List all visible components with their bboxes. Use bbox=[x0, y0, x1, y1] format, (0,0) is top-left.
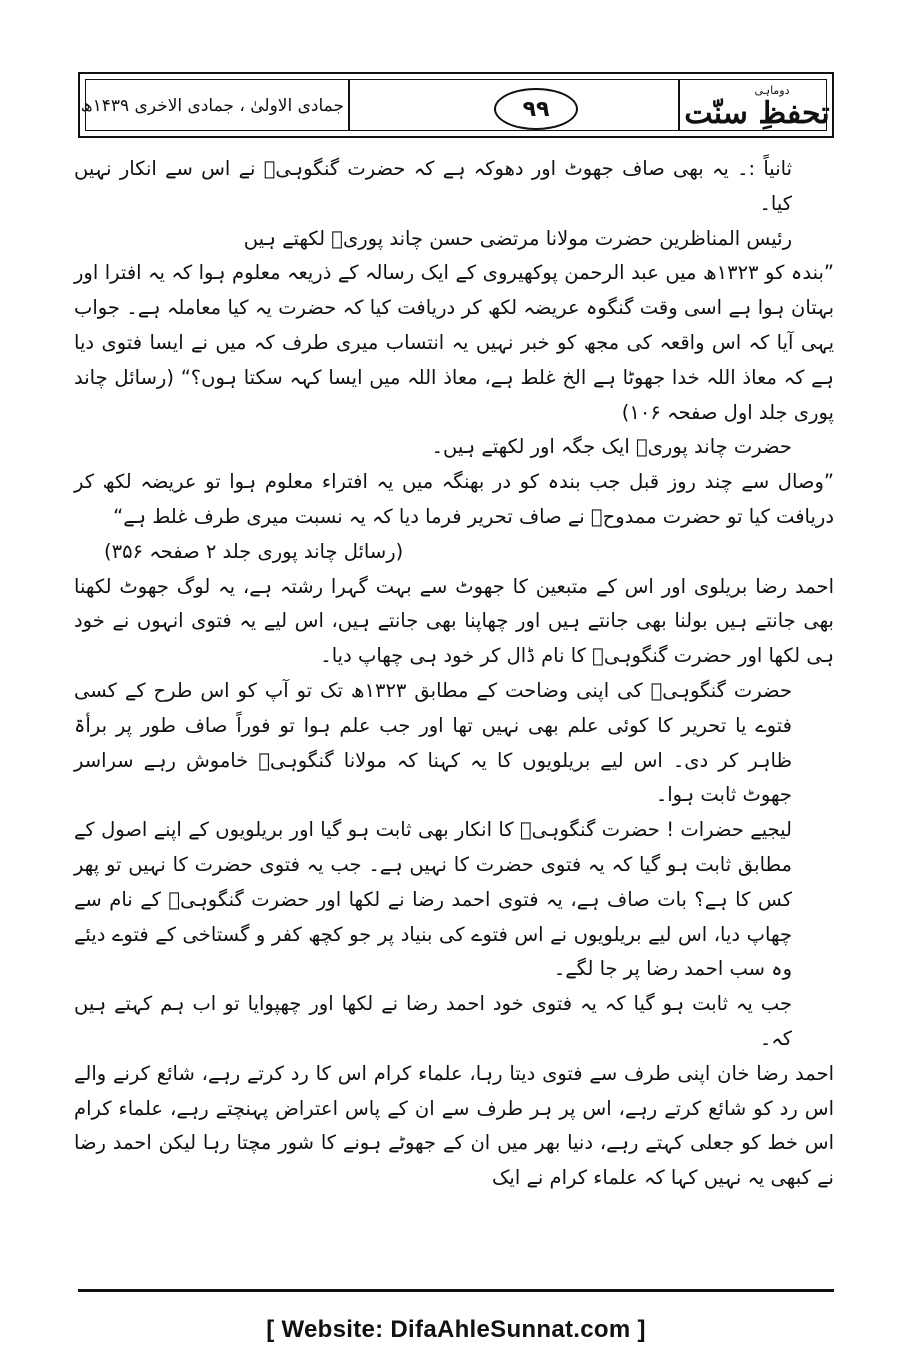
article-body bbox=[74, 152, 834, 1196]
paragraph-4: احمد رضا بریلوی اور اس کے متبعین کا جھوٹ سے بہت گہرا رشتہ ہے، یہ لوگ جھوٹ لکھنا بھی جانتے ہیں بولنا بھی جانتے ہیں اور چھاپنا بھی جانتے ہیں، اس لیے یہ فتوی انہوں نے خود ہی لکھا اور حضرت گنگوہیؒ کا نام ڈال کر خود ہی چھاپ دیا۔ bbox=[74, 574, 834, 668]
header-divider-left bbox=[348, 80, 350, 130]
page-number-badge bbox=[494, 88, 578, 130]
header-inner-border bbox=[80, 79, 830, 131]
paragraph-7: جب یہ ثابت ہو گیا کہ یہ فتوی خود احمد رضا نے لکھا اور چھپوایا تو اب ہم کہتے ہیں کہ۔ bbox=[74, 992, 792, 1050]
paragraph-1: ثانیاً :۔ یہ بھی صاف جھوٹ اور دھوکہ ہے کہ حضرت گنگوہیؒ نے اس سے انکار نہیں کیا۔ bbox=[74, 157, 792, 215]
header-divider-right bbox=[678, 80, 680, 130]
website-footer: [ Website: DifaAhleSunnat.com ] bbox=[266, 1316, 646, 1343]
footer-rule bbox=[78, 1289, 834, 1292]
paragraph-3: حضرت چاند پوریؒ ایک جگہ اور لکھتے ہیں۔ bbox=[431, 435, 792, 459]
quote-2: ”وصال سے چند روز قبل جب بندہ کو در بھنگہ میں یہ افتراء معلوم ہوا تو عریضہ لکھ کر دریافت کیا تو حضرت ممدوحؒ نے صاف تحریر فرما دیا کہ یہ نسبت میری طرف غلط ہے“ bbox=[74, 470, 834, 528]
magazine-subtitle: دوماہی bbox=[754, 84, 790, 97]
issue-date: جمادی الاولیٰ ، جمادی الاخری ۱۴۳۹ھ bbox=[80, 96, 344, 116]
page-number: ٩٩ bbox=[522, 96, 550, 122]
paragraph-5: حضرت گنگوہیؒ کی اپنی وضاحت کے مطابق ۱۳۲۳ھ تک تو آپ کو اس طرح کے کسی فتوے یا تحریر کا کوئی علم بھی نہیں تھا اور جب علم ہوا تو فوراً صاف طور پر برأۃ ظاہر کر دی۔ اس لیے بریلویوں کا یہ کہنا کہ مولانا گنگوہیؒ خاموش رہے سراسر جھوٹ ثابت ہوا۔ bbox=[74, 678, 793, 807]
magazine-title: تحفظِ سنّت bbox=[684, 96, 830, 131]
paragraph-6: لیجیے حضرات ! حضرت گنگوہیؒ کا انکار بھی ثابت ہو گیا اور بریلویوں کے اپنے اصول کے مطابق ثابت ہو گیا کہ یہ فتوی حضرت کا نہیں ہے۔ جب یہ فتوی حضرت کا نہیں تو پھر کس کا ہے؟ بات صاف ہے، یہ فتوی احمد رضا نے لکھا اور حضرت گنگوہیؒ کے نام سے چھاپ دیا، اس لیے بریلویوں نے اس فتوے کی بنیاد پر جو کچھ کفر و گستاخی کے فتوے دیئے وہ سب احمد رضا پر جا لگے۔ bbox=[74, 818, 792, 981]
paragraph-8: احمد رضا خان اپنی طرف سے فتوی دیتا رہا، علماء کرام اس کا رد کرتے رہے، شائع کرنے والے اس رد کو شائع کرتے رہے، اس پر ہر طرف سے ان کے پاس اعتراض پہنچتے رہے، علماء کرام اس خط کو جعلی کہتے رہے، دنیا بھر میں ان کے جھوٹے ہونے کا شور مچتا رہا لیکن احمد رضا نے کبھی یہ نہیں کہا کہ علماء کرام نے ایک bbox=[74, 1061, 834, 1190]
quote-1: ”بندہ کو ۱۳۲۳ھ میں عبد الرحمن پوکھیروی کے ایک رسالہ کے ذریعہ معلوم ہوا کہ یہ افترا اور بہتان ہوا ہے اسی وقت گنگوہ عریضہ لکھ کر دریافت کیا کہ حضرت یہ کیا معاملہ ہے۔ جواب یہی آیا کہ اس واقعہ کی مجھ کو خبر نہیں یہ انتساب میری طرف کہ میں نے ایسا فتوی دیا ہے کہ معاذ اللہ خدا جھوٹا ہے الخ غلط ہے، معاذ اللہ میں ایسا کہہ سکتا ہوں؟“ (رسائل چاند پوری جلد اول صفحہ ۱۰۶) bbox=[74, 261, 834, 424]
page-header bbox=[78, 72, 834, 138]
citation: (رسائل چاند پوری جلد ۲ صفحہ ۳۵۶) bbox=[104, 539, 404, 563]
paragraph-2: رئیس المناظرین حضرت مولانا مرتضی حسن چاند پوریؒ لکھتے ہیں bbox=[243, 226, 792, 250]
